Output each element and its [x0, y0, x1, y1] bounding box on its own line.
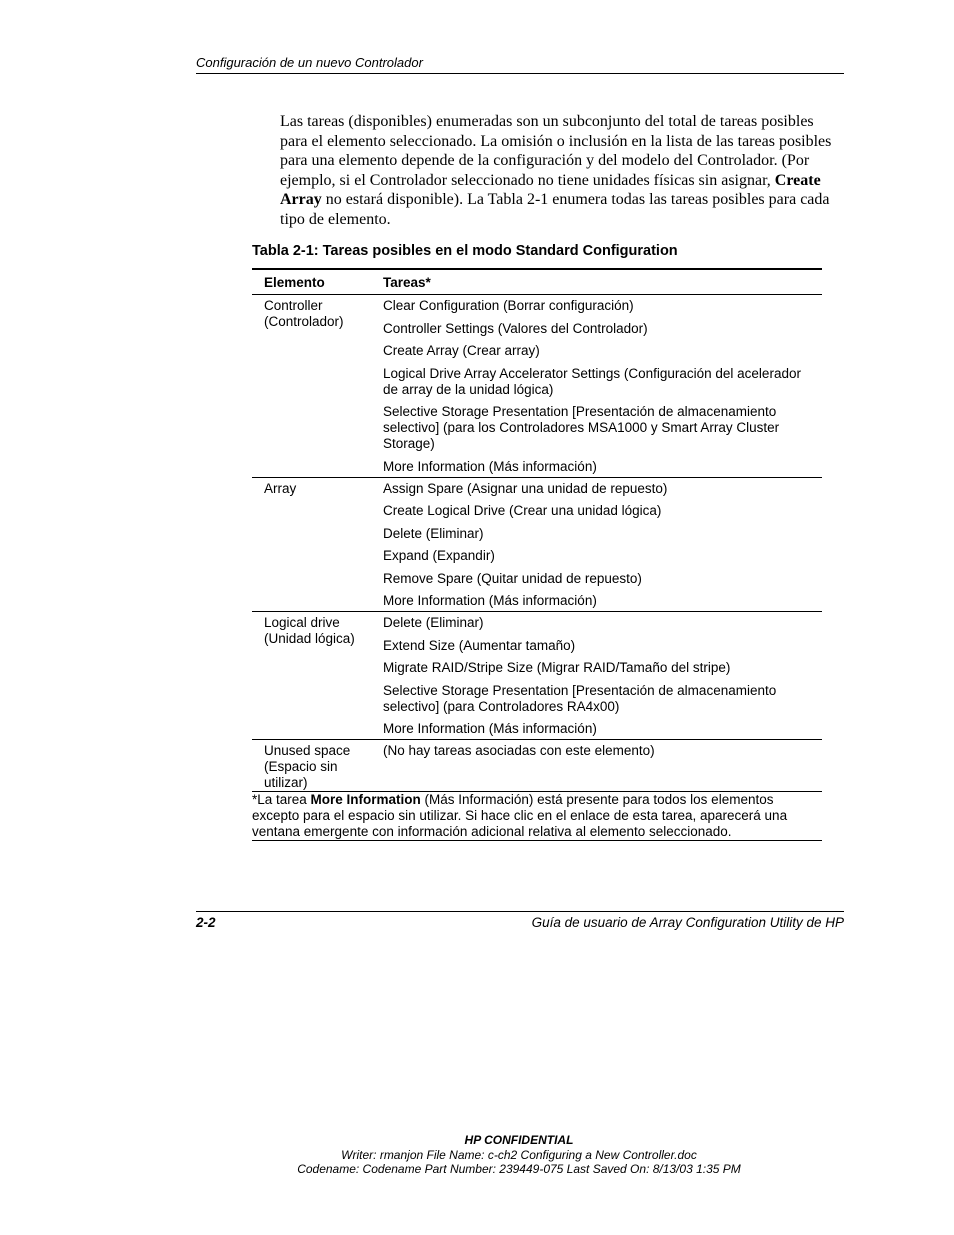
table-footnote	[252, 792, 822, 841]
task-item: Assign Spare (Asignar una unidad de repuesto)	[383, 480, 668, 496]
footnote-prefix: *La tarea	[252, 792, 311, 807]
table-row-unused-space	[252, 740, 822, 792]
confidential-title: HP CONFIDENTIAL	[464, 1133, 574, 1147]
task-item: Logical Drive Array Accelerator Settings (Configuración del acelerador de array de la unidad lógica)	[383, 365, 801, 397]
page-footer	[196, 911, 844, 930]
element-cell	[252, 295, 371, 478]
table-row-controller	[252, 295, 822, 478]
task-item: Controller Settings (Valores del Controlador)	[383, 320, 648, 336]
element-cell	[252, 612, 371, 740]
footnote-bold: More Information	[310, 792, 421, 807]
table-header-row	[252, 269, 822, 295]
task-item: Delete (Eliminar)	[383, 615, 484, 630]
confidential-line-2: Codename: Codename Part Number: 239449-075 Last Saved On: 8/13/03 1:35 PM	[297, 1162, 741, 1176]
element-cell	[252, 740, 371, 792]
element-name: Controller	[264, 298, 323, 313]
task-item: More Information (Más información)	[383, 458, 597, 474]
intro-bold-text: Create Array	[280, 171, 821, 208]
element-name: Array	[264, 480, 297, 496]
task-item: Delete (Eliminar)	[383, 525, 484, 541]
tasks-cell	[371, 740, 822, 792]
element-name: (Espacio sin	[264, 759, 338, 774]
task-item: More Information (Más información)	[383, 721, 597, 736]
intro-text-after: no estará disponible). La Tabla 2-1 enumera todas las tareas posibles para cada tipo de elemento.	[280, 191, 830, 228]
task-item: More Information (Más información)	[383, 593, 597, 608]
tasks-cell	[371, 477, 822, 612]
task-item: Migrate RAID/Stripe Size (Migrar RAID/Tamaño del stripe)	[383, 660, 731, 675]
table-row-logical-drive	[252, 612, 822, 740]
table-row-array	[252, 477, 822, 612]
task-item: Create Array (Crear array)	[383, 343, 540, 358]
element-name: (Controlador)	[264, 314, 344, 329]
confidential-line-1: Writer: rmanjon File Name: c-ch2 Configuring a New Controller.doc	[341, 1147, 697, 1162]
guide-title: Guía de usuario de Array Configuration Utility de HP	[531, 915, 844, 930]
tasks-cell	[371, 612, 822, 740]
task-item: Clear Configuration (Borrar configuración)	[383, 298, 634, 313]
task-item: Extend Size (Aumentar tamaño)	[383, 637, 576, 653]
header-tasks: Tareas*	[371, 269, 822, 295]
confidential-block	[0, 1133, 954, 1177]
table-footnote-row	[252, 792, 822, 841]
task-item: Expand (Expandir)	[383, 548, 495, 563]
task-item: Selective Storage Presentation [Presentación de almacenamiento selectivo] (para Controladores RA4x00)	[383, 682, 777, 714]
element-name: (Unidad lógica)	[264, 631, 355, 646]
tasks-table	[252, 268, 822, 841]
element-name: Unused space	[264, 743, 351, 758]
running-header	[196, 55, 844, 74]
element-name: utilizar)	[264, 775, 308, 790]
footnote-suffix: (Más Información) está presente para todos los elementos excepto para el espacio sin utilizar. Si hace clic en el enlace de esta tarea, aparecerá una ventana emergente con información adicional relativa al elemento seleccionado.	[252, 792, 788, 839]
element-cell	[252, 477, 371, 612]
task-item: Remove Spare (Quitar unidad de repuesto)	[383, 570, 642, 586]
page-number: 2-2	[196, 915, 216, 930]
task-item: (No hay tareas asociadas con este elemento)	[383, 743, 655, 758]
running-title: Configuración de un nuevo Controlador	[196, 55, 423, 70]
element-name: Logical drive	[264, 615, 340, 630]
intro-paragraph	[280, 112, 840, 229]
task-item: Selective Storage Presentation [Presentación de almacenamiento selectivo] (para los Controladores MSA1000 y Smart Array Cluster Storage)	[383, 404, 780, 451]
table-caption: Tabla 2-1: Tareas posibles en el modo Standard Configuration	[252, 243, 678, 259]
intro-text-before: Las tareas (disponibles) enumeradas son un subconjunto del total de tareas posibles para el elemento seleccionado. La omisión o inclusión en la lista de las tareas posibles para una elemento depende de la configuración y del modelo del Controlador. (Por ejemplo, si el Controlador seleccionado no tiene unidades físicas sin asignar,	[280, 113, 832, 189]
task-item: Create Logical Drive (Crear una unidad lógica)	[383, 503, 662, 518]
header-element: Elemento	[252, 269, 371, 295]
tasks-cell	[371, 295, 822, 478]
